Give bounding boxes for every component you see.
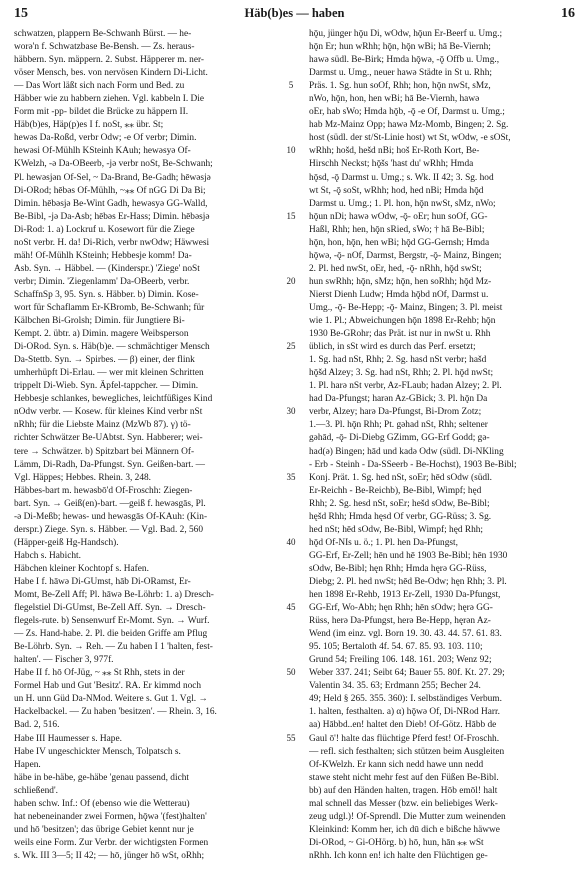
text-line: Gaul ō'! halte das flüchtige Pferd fest! Of-Froschh.: [309, 733, 500, 744]
text-line: üblich, in sSt wird es durch das Perf. ersetzt;: [309, 342, 476, 353]
text-line: had(ə) Bingen; hād und kadə Odw (südl. Di-NKling: [309, 446, 504, 457]
text-line: Momt, Be-Zell Aff; Pl. hāwə Be-Löhrb: 1. a) Dresch-: [14, 590, 214, 601]
text-line: SchaffnSp 3, 95. Syn. s. Häbber. b) Dimin. Kose-: [14, 289, 199, 300]
text-line: Hapen.: [14, 759, 41, 770]
text-line: hęšd Rhh; Hmda hęsd Of verbr, GG-Rüss; 3. Sg.: [309, 511, 492, 522]
text-line: hǭn, hon, hǭn, hen wBi; hǭd GG-Gernsh; Hmda: [309, 237, 490, 248]
text-line: hǭsd, -ǭ Darmst u. Umg.; s. Wk. II 42; 3. Sg. hod: [309, 172, 494, 183]
text-line: hǭn Er; hun wRhh; hǭn, hǭn wBi; hā Be-Viernh;: [309, 42, 491, 53]
text-line: mal schnell das Messer (bzw. ein beliebiges Werk-: [309, 798, 498, 809]
text-line: häbbern. Syn. mäppern. 2. Subst. Häpperer m. ner-: [14, 55, 205, 66]
text-line: had Da-Pfungst; harən Az-GBick; 3. Pl. hǭn Da: [309, 394, 488, 405]
text-line: tere → Schwätzer. b) Spitzbart bei Männern Of-: [14, 446, 195, 457]
text-line: 1. halten, festhalten. a) α) hǭwə Of, Di-NRod Harr.: [309, 707, 500, 718]
line-number: 35: [286, 471, 296, 482]
text-line: Lämm, Di-Radh, Da-Pfungst. Syn. Geißen-bart. —: [14, 459, 205, 470]
line-number: 40: [286, 536, 296, 547]
text-line: Häbber wie zu habbern ziehen. Vgl. kabbeln I. Die: [14, 94, 205, 105]
right-column: [309, 28, 575, 863]
line-number: 5: [288, 80, 294, 91]
text-line: Habch s. Habicht.: [14, 550, 81, 561]
text-line: richter Schwätzer Be-UAbtst. Syn. Habberer; wei-: [14, 433, 203, 444]
text-line: — Zs. Hand-habe. 2. Pl. die beiden Griffe am Pflug: [14, 629, 208, 640]
text-line: flegels-rute. b) Sensenwurf Er-Momt. Syn. → Wurf.: [14, 616, 210, 627]
text-line: schließend'.: [14, 785, 58, 796]
text-line: zeug udgl.)! Of-Sprendl. Die Mutter zum weinenden: [309, 811, 506, 822]
text-line: verbr; Dimin. 'Ziegenlamm' Da-OBeerb, verbr.: [14, 276, 190, 287]
text-line: wort für Schaflamm Er-KBromb, Be-Schwanh; für: [14, 302, 205, 313]
line-number: 45: [286, 602, 296, 613]
text-line: Di-ORod; hēbəs Of-Mühlh, ~⁎⁎ Of nGG Di Da Bi;: [14, 185, 206, 196]
text-line: Habe III Haumesser s. Hape.: [14, 733, 122, 744]
text-line: Habe II f. hō Of-Jüg, ~ ⁎⁎ St Rhh, stets in der: [14, 668, 185, 679]
text-line: sOdw, Be-Bibl; hęn Rhh; Hmda hęrə GG-Rüss,: [309, 563, 487, 574]
text-line: Grund 54; Freiling 106. 148. 161. 203; Wenz 92;: [309, 655, 492, 666]
text-line: Konj. Prät. 1. Sg. hed nSt, soEr; hēd sOdw (südl.: [309, 472, 492, 483]
text-line: Rhh; 2. Sg. hesd nSt, soEr; hešd sOdw, Be-Bibl;: [309, 498, 490, 509]
text-line: bb) auf den Händen halten, tragen. Hōb emōl! halt: [309, 785, 498, 796]
text-line: hed nSt; hēd sOdw, Be-Bibl, Wimpf; hęd Rhh;: [309, 524, 484, 535]
text-line: noSt verbr. H. da! Di-Rich, verbr nwOdw; Häwwesi: [14, 237, 210, 248]
text-line: haben schw. Inf.: Of (ebenso wie die Wetterau): [14, 798, 190, 809]
text-line: Kleinkind: Komm her, ich dū dich e bißche häwwe: [309, 824, 500, 835]
text-line: Vgl. Häppes; Hebbes. Rhein. 3, 248.: [14, 472, 152, 483]
text-line: 1.—3. Pl. hǭn Rhh; Pt. gəhad nSt, Rhh; seltener: [309, 420, 488, 431]
text-line: Haßl, Rhh; hen, hǭn sRied, sWo; † hā Be-Bibl;: [309, 224, 485, 235]
text-line: nRhh; für die Liebste Mainz (MzWb 87). γ) tö-: [14, 420, 191, 431]
text-line: wie 1. Pl.; Abweichungen hǭn 1898 Er-Rehb; hǭn: [309, 316, 496, 327]
text-line: GG-Erf, Er-Zell; hēn und hē 1903 Be-Bibl; hēn 1930: [309, 550, 508, 561]
text-line: hǭwə, -ǭ- nOf, Darmst, Bergstr, -ǭ- Mainz, Bingen;: [309, 250, 502, 261]
text-line: stawe steht nicht mehr fest auf den Füßen Be-Bibl.: [309, 772, 499, 783]
text-line: Di-ORod. Syn. s. Häb(b)e. — schmächtiger Mensch: [14, 342, 210, 353]
text-line: Umg., -ǭ- Be-Hepp; -ǭ- Mainz, Bingen; 3. Pl. meist: [309, 302, 503, 313]
page-header: [14, 6, 575, 24]
text-line: Hebbesje schlankes, bewegliches, leichtfüßiges Kind: [14, 394, 213, 405]
text-line: häbe in be-häbe, ge-häbe 'genau passend, dicht: [14, 772, 189, 783]
page-number-right: 16: [561, 6, 575, 21]
text-line: 1930 Be-GRohr; das Prät. ist nur in nwSt u. Rhh: [309, 329, 491, 340]
text-line: Kempt. 2. übtr. a) Dimin. magere Weibsperson: [14, 329, 189, 340]
text-line: hat nebeneinander zwei Formen, hǭwə '(fest)halten': [14, 811, 207, 822]
text-line: wt St, -ǭ soSt, wRhh; hod, hed nBi; Hmda hǭd: [309, 185, 484, 196]
text-line: Valentin 34. 35. 63; Erdmann 255; Becher 24.: [309, 681, 481, 692]
text-line: hewəsi Of-Mühlh KSteinh KAuh; hewəsyə Of-: [14, 146, 191, 157]
text-line: Form mit -pp- bildet die Brücke zu häppern II.: [14, 107, 189, 118]
text-line: 1. Sg. had nSt, Rhh; 2. Sg. hasd nSt verbr; hašd: [309, 355, 487, 366]
text-line: 2. Pl. hed nwSt, oEr, hed, -ǭ- nRhh, hǭd swSt;: [309, 263, 482, 274]
text-line: hen 1898 Er-Rehb, 1913 Er-Zell, 1930 Da-Pfungst,: [309, 590, 501, 601]
text-line: Darmst u. Umg.; 1. Pl. hon, hǭn nwSt, sMz, nWo;: [309, 198, 496, 209]
text-line: Präs. 1. Sg. hun soOf, Rhh; hon, hǭn nwSt, sMz,: [309, 81, 491, 92]
text-line: 49; Held § 265. 355. 360): I. selbständiges Verbum.: [309, 694, 502, 705]
text-line: hǭšd Alzey; 3. Sg. had nSt, Rhh; 2. Pl. hǭd nwSt;: [309, 368, 494, 379]
text-line: verbr, Alzey; harə Da-Pfungst, Bi-Drom Zotz;: [309, 407, 482, 418]
text-line: 1. Pl. harə nSt verbr, Az-FLaub; hadən Alzey; 2. Pl.: [309, 381, 502, 392]
text-line: gəhād, -ǭ- Di-Diebg GZimm, GG-Erf Godd; gə-: [309, 433, 490, 444]
text-line: Nierst Dienh Ludw; Hmda hǭbd nOf, Darmst u.: [309, 289, 489, 300]
text-line: (Häpper-geiß Hg-Handsch).: [14, 537, 119, 548]
text-line: Be-Bibl, -jə Da-Asb; hēbəs Er-Hass; Dimin. hēbəsjə: [14, 211, 210, 222]
text-line: oEr, hab sWo; Hmda hǭb, -ǭ -e Of, Darmst u. Umg.;: [309, 107, 505, 118]
text-line: Darmst u. Umg., neuer hawə Städte in St u. Rhh;: [309, 68, 492, 79]
text-line: un H. unn Güd Da-NMod. Weitere s. Gut 1. Vgl. →: [14, 694, 208, 705]
text-line: worə'n f. Schwatzbase Be-Bensh. — Zs. heraus-: [14, 42, 195, 53]
text-line: Habe IV ungeschickter Mensch, Tolpatsch s.: [14, 746, 181, 757]
text-line: Dimin. hēbəsjə Be-Wint Gadh, hewəsyə GG-Walld,: [14, 198, 208, 209]
text-line: 95. 105; Bertaloth 4f. 54. 67. 85. 93. 103. 110;: [309, 642, 483, 653]
text-line: Er-Reichh - Be-Reichb), Be-Bibl, Wimpf; hęd: [309, 485, 482, 496]
text-line: flegelstiel Di-GUmst, Be-Zell Aff. Syn. → Dresch-: [14, 603, 206, 614]
text-line: hǭu, jünger hǭu Di, wOdw, hǭun Er-Beerf u. Umg.;: [309, 29, 503, 39]
text-line: halten'. — Fischer 3, 977f.: [14, 655, 114, 666]
text-line: Häbchen kleiner Kochtopf s. Hafen.: [14, 563, 149, 574]
text-line: Di-ORod, ~ Gi-OHörg. b) hō, hun, hān ⁎⁎ wSt: [309, 837, 484, 848]
text-line: und hō 'besitzen'; das übrige Gebiet kennt nur je: [14, 824, 194, 835]
text-line: nOdw verbr. — Kosew. für kleines Kind verbr nSt: [14, 407, 203, 418]
text-line: weils eine Form. Zur Verbr. der wichtigsten Formen: [14, 837, 209, 848]
text-line: Kälbchen Bi-Grolsh; Dimin. für Jungtiere Bi-: [14, 316, 185, 327]
text-line: Da-Stettb. Syn. → Spirbes. — β) einer, der flink: [14, 355, 195, 366]
line-number: 10: [286, 145, 296, 156]
page-number-left: 15: [14, 6, 28, 21]
text-line: s. Wk. III 3—5; II 42; — hō, jünger hō wSt, oRhh;: [14, 850, 205, 861]
text-line: Pl. hewəsjən Of-Sel, ~ Da-Brand, Be-Gadh; hēwəsjə: [14, 172, 211, 183]
line-number: 30: [286, 406, 296, 417]
text-line: Habe I f. hāwə Di-GUmst, hāb Di-ORamst, Er-: [14, 576, 191, 587]
text-line: derspr.) Ziege. Syn. s. Häbber. — Vgl. Bad. 2, 560: [14, 524, 204, 535]
text-line: vöser Mensch, bes. von nervösen Kindern Di-Licht.: [14, 68, 208, 79]
text-line: Diebg; 2. Pl. hed nwSt; hēd Be-Odw; hęn Rhh; 3. Pl.: [309, 576, 507, 587]
text-line: Hirschh Neckst; hǭšs 'hast du' wRhh; Hmda: [309, 159, 474, 170]
text-line: Be-Löhrb. Syn. → Reh. — Zu haben I 1 'halten, fest-: [14, 642, 213, 653]
text-line: host (südl. der st/St-Linie host) wt St, wOdw, -e sOSt,: [309, 133, 511, 144]
text-line: Weber 337. 241; Seibt 64; Bauer 55. 80f. Kt. 27. 29;: [309, 668, 505, 679]
line-number: 15: [286, 210, 296, 221]
text-line: Di-Rod: 1. a) Lockruf u. Kosewort für die Ziege: [14, 224, 195, 235]
text-line: — Das Wort läßt sich nach Form und Bed. zu: [14, 81, 185, 92]
left-column: [14, 28, 272, 863]
text-line: KWelzh, -ə Da-OBeerb, -jə verbr noSt, Be-Schwanh;: [14, 159, 213, 170]
line-number: 50: [286, 667, 296, 678]
text-line: Hackelbackel. — Zu haben 'besitzen'. — Rhein. 3, 16.: [14, 707, 217, 718]
text-line: hab Mz-Mainz Opp; hawə Mz-Momb, Bingen; 2. Sg.: [309, 120, 509, 131]
text-line: Wend (im einz. vgl. Born 19. 30. 43. 44. 57. 61. 83.: [309, 629, 502, 640]
text-line: schwatzen, plappern Be-Schwanh Bürst. — he-: [14, 29, 192, 39]
text-line: Bad. 2, 516.: [14, 720, 60, 731]
text-line: hewəs Da-Roßd, verbr Odw; -e Of verbr; Dimin.: [14, 133, 197, 144]
text-line: nRhh. Ich konn en! ich halte den Flüchtigen ge-: [309, 850, 488, 861]
running-title: Häb(b)es — haben: [244, 6, 345, 20]
text-line: - Erb - Steinh - Da-SSeerb - Be-Hochst), 1903 Be-Bibl;: [309, 459, 517, 470]
text-line: Asb. Syn. → Häbbel. — (Kinderspr.) 'Ziege' noSt: [14, 263, 200, 274]
text-line: hun swRhh; hǭn, sMz; hǭn, hen soRhh; hǭd Mz-: [309, 276, 492, 287]
text-line: trippelt Di-Wieb. Syn. Äpfel-tappcher. — Dimin.: [14, 381, 199, 392]
text-line: Häbbes-bart m. hewəsbō'd Of-Froschh: Ziegen-: [14, 485, 193, 496]
text-line: — refl. sich festhalten; sich stützen beim Ausgleiten: [309, 746, 505, 757]
line-number: 25: [286, 341, 296, 352]
text-line: hǭd Of-NIs u. ö.; 1. Pl. hen Da-Pfungst,: [309, 537, 458, 548]
text-line: nWo, hǭn, hon, hen wBi; hā Be-Viernh, hawə: [309, 94, 480, 105]
text-line: hǭun nDi; hawə wOdw, -ǭ- oEr; hun soOf, GG-: [309, 211, 488, 222]
text-line: bart. Syn. → Geiß(en)-bart. —geiß f. hewəsgās, Pl.: [14, 498, 206, 509]
line-number: 20: [286, 275, 296, 286]
text-line: Rüss, herə Da-Pfungst, herə Be-Hepp, hęrən Az-: [309, 616, 491, 627]
text-line: hawə südl. Be-Birk; Hmda hǭwə, -ǭ Offb u. Umg.,: [309, 55, 500, 66]
text-line: mäh! Of-Mühlh KSteinh; Hebbesje komm! Da-: [14, 250, 192, 261]
text-line: Häb(b)es, Häp(p)es I f. noSt, ⁎⁎ übr. St;: [14, 120, 164, 131]
text-line: GG-Erf, Wo-Abh; hęn Rhh; hēn sOdw; hęrə GG-: [309, 603, 493, 614]
line-number: 55: [286, 732, 296, 743]
text-line: Of-KWelzh. Er kann sich nedd hawe unn nedd: [309, 759, 484, 770]
text-line: umherhüpft Di-Erlau. — wer mit kleinen Schritten: [14, 368, 204, 379]
text-line: wRhh; hošd, hešd nBi; hoš Er-Roth Kort, Be-: [309, 146, 480, 157]
text-line: -ə Di-Meßb; hewəs- und hewəsgās Of-KAuh: (Kin-: [14, 511, 208, 522]
text-line: aa) Hābbd..en! haltet den Dieb! Of-Götz. Hābb de: [309, 720, 497, 731]
text-line: Formel Hab und Gut 'Besitz'. RA. Er kimmd noch: [14, 681, 202, 692]
